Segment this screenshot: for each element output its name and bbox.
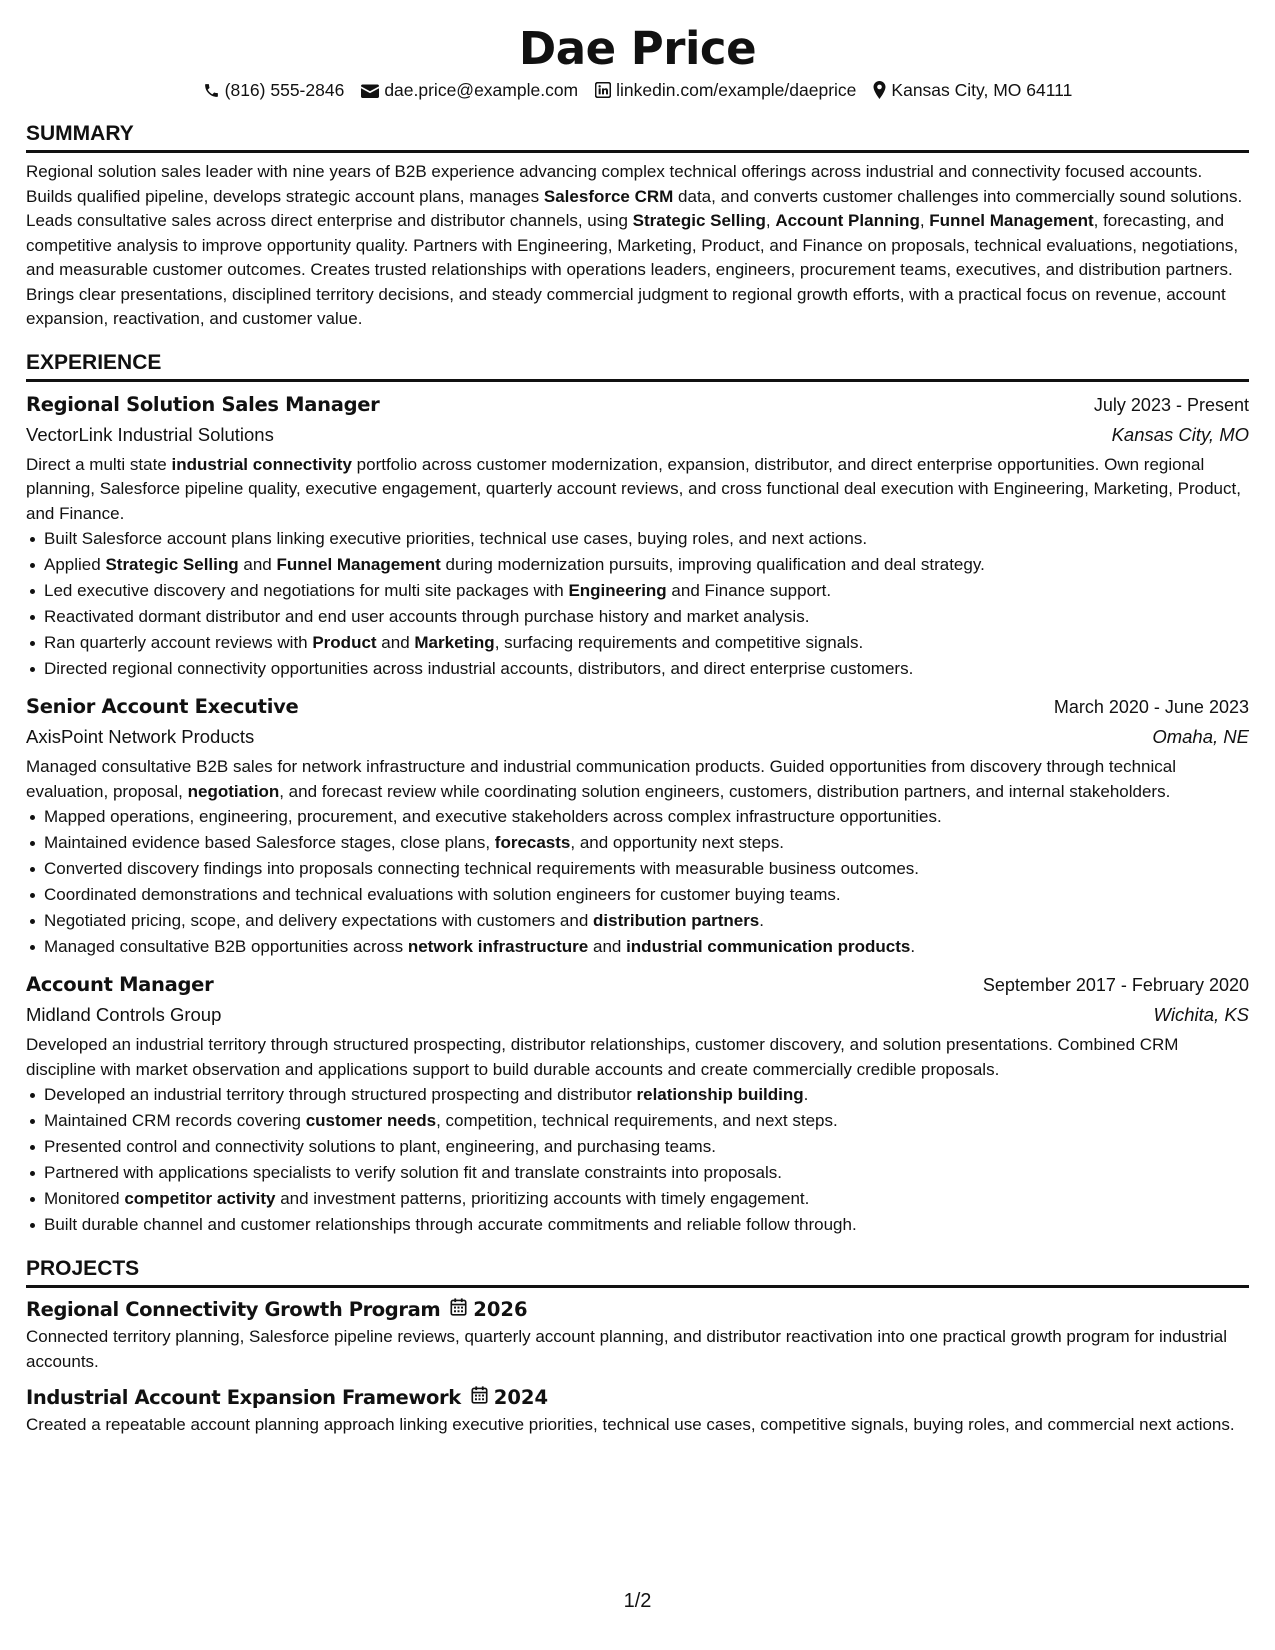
emphasis-text: Product	[312, 633, 377, 652]
candidate-name: Dae Price	[518, 22, 757, 75]
job-bullets	[26, 1082, 1249, 1238]
linkedin-link[interactable]: linkedin.com/example/daeprice	[616, 80, 857, 100]
job-entry	[26, 970, 1249, 1238]
phone-icon	[203, 82, 220, 99]
bullet-item: Developed an industrial territory through structured prospecting and distributor relationship building.	[44, 1082, 1249, 1108]
summary-heading: SUMMARY	[26, 121, 1249, 153]
bullet-item: Managed consultative B2B opportunities across network infrastructure and industrial communication products.	[44, 934, 1249, 960]
emphasis-text: industrial connectivity	[171, 454, 352, 474]
project-title: Industrial Account Expansion Framework	[26, 1386, 461, 1409]
job-entry	[26, 692, 1249, 960]
job-title: Senior Account Executive	[26, 695, 299, 718]
email-link[interactable]: dae.price@example.com	[384, 80, 579, 100]
calendar-icon	[471, 1383, 488, 1413]
company-name: Midland Controls Group	[26, 1004, 222, 1025]
location-text: Kansas City, MO 64111	[891, 80, 1073, 100]
job-entry	[26, 390, 1249, 683]
job-location: Kansas City, MO	[1111, 423, 1249, 445]
bullet-item: Directed regional connectivity opportunities across industrial accounts, distributors, and direct enterprise customers.	[44, 656, 1249, 682]
company-name: AxisPoint Network Products	[26, 726, 255, 747]
summary-text: Regional solution sales leader with nine years of B2B experience advancing complex technical offerings across industrial and connectivity focused accounts. Builds qualified pipeline, develops strategic account plans, manages Salesforce CRM data, and converts customer challenges into commercially sound solutions. Leads consultative sales across direct enterprise and distributor channels, using Strategic Selling, Account Planning, Funnel Management, forecasting, and competitive analysis to improve opportunity quality. Partners with Engineering, Marketing, Product, and Finance on proposals, technical evaluations, negotiations, and measurable customer outcomes. Creates trusted relationships with operations leaders, engineers, procurement teams, executives, and distribution partners. Brings clear presentations, disciplined territory decisions, and steady commercial judgment to regional growth efforts, with a practical focus on revenue, account expansion, reactivation, and customer value.	[26, 162, 1243, 328]
emphasis-text: Funnel Management	[929, 211, 1094, 230]
bullet-item: Presented control and connectivity solutions to plant, engineering, and purchasing teams.	[44, 1134, 1249, 1160]
projects-heading: PROJECTS	[26, 1256, 1249, 1288]
linkedin-icon	[595, 82, 611, 98]
project-entry	[26, 1295, 1249, 1374]
envelope-icon	[361, 83, 379, 98]
calendar-icon	[450, 1295, 467, 1325]
bullet-item: Applied Strategic Selling and Funnel Management during modernization pursuits, improving qualification and deal strategy.	[44, 552, 1249, 578]
bullet-item: Monitored competitor activity and investment patterns, prioritizing accounts with timely engagement.	[44, 1186, 1249, 1212]
emphasis-text: Strategic Selling	[632, 211, 766, 230]
job-dates: March 2020 - June 2023	[1053, 697, 1249, 717]
emphasis-text: negotiation	[187, 781, 280, 801]
project-date	[471, 1383, 548, 1413]
company-name: VectorLink Industrial Solutions	[26, 423, 274, 445]
job-description: Developed an industrial territory through structured prospecting, distributor relationships, customer discovery, and solution presentations. Combined CRM discipline with market observation and applications support to build durable accounts and create commercially credible proposals.	[26, 1035, 1179, 1079]
bullet-item: Negotiated pricing, scope, and delivery expectations with customers and distribution partners.	[44, 908, 1249, 934]
emphasis-text: competitor activity	[124, 1189, 276, 1208]
emphasis-text: forecasts	[494, 833, 571, 852]
contact-phone	[203, 78, 345, 102]
job-location: Wichita, KS	[1153, 1004, 1249, 1025]
bullet-item: Partnered with applications specialists to verify solution fit and translate constraints into proposals.	[44, 1160, 1249, 1186]
emphasis-text: Strategic Selling	[105, 555, 239, 574]
bullet-item: Reactivated dormant distributor and end user accounts through purchase history and market analysis.	[44, 604, 1249, 630]
job-bullets	[26, 804, 1249, 960]
contact-linkedin[interactable]	[595, 78, 856, 102]
job-dates: September 2017 - February 2020	[982, 975, 1249, 995]
contact-email[interactable]	[361, 78, 578, 102]
page-number: 1/2	[623, 1590, 652, 1612]
job-title: Account Manager	[26, 973, 214, 996]
emphasis-text: industrial communication products	[626, 937, 911, 956]
bullet-item: Built durable channel and customer relationships through accurate commitments and reliable follow through.	[44, 1212, 1249, 1238]
bullet-item: Coordinated demonstrations and technical evaluations with solution engineers for customer buying teams.	[44, 882, 1249, 908]
job-dates: July 2023 - Present	[1093, 394, 1249, 415]
job-bullets	[26, 526, 1249, 682]
job-description: Managed consultative B2B sales for network infrastructure and industrial communication products. Guided opportunities from discovery through technical evaluation, proposal, negotiation, and forecast review while coordinating solution engineers, customers, distribution partners, and internal stakeholders.	[26, 757, 1176, 801]
bullet-item: Led executive discovery and negotiations for multi site packages with Engineering and Finance support.	[44, 578, 1249, 604]
emphasis-text: Funnel Management	[276, 555, 441, 574]
map-pin-icon	[873, 81, 886, 99]
project-year: 2026	[473, 1298, 528, 1321]
emphasis-text: relationship building	[636, 1085, 804, 1104]
project-year: 2024	[493, 1386, 549, 1409]
emphasis-text: Salesforce CRM	[543, 186, 674, 206]
resume-page	[26, 22, 1249, 1438]
experience-heading: EXPERIENCE	[26, 350, 1249, 382]
emphasis-text: customer needs	[305, 1111, 437, 1130]
project-date	[450, 1295, 527, 1325]
emphasis-text: network infrastructure	[407, 937, 589, 956]
job-description: Direct a multi state industrial connectivity portfolio across customer modernization, expansion, distributor, and direct enterprise opportunities. Own regional planning, Salesforce pipeline quality, executive engagement, quarterly account reviews, and cross functional deal execution with Engineering, Marketing, Product, and Finance.	[26, 454, 1241, 523]
project-entry	[26, 1383, 1249, 1438]
emphasis-text: Marketing	[414, 633, 495, 652]
job-location: Omaha, NE	[1152, 726, 1249, 747]
bullet-item: Maintained CRM records covering customer needs, competition, technical requirements, and next steps.	[44, 1108, 1249, 1134]
job-title: Regional Solution Sales Manager	[26, 392, 380, 416]
emphasis-text: Account Planning	[775, 211, 920, 230]
bullet-item: Mapped operations, engineering, procurement, and executive stakeholders across complex infrastructure opportunities.	[44, 804, 1249, 830]
bullet-item: Built Salesforce account plans linking executive priorities, technical use cases, buying roles, and next actions.	[44, 526, 1249, 552]
contact-location	[873, 78, 1072, 102]
emphasis-text: Engineering	[568, 581, 667, 600]
project-description: Created a repeatable account planning approach linking executive priorities, technical use cases, competitive signals, buying roles, and commercial next actions.	[26, 1415, 1235, 1434]
phone-text: (816) 555-2846	[224, 80, 345, 100]
project-description: Connected territory planning, Salesforce pipeline reviews, quarterly account planning, and distributor reactivation into one practical growth program for industrial accounts.	[26, 1327, 1228, 1371]
bullet-item: Maintained evidence based Salesforce stages, close plans, forecasts, and opportunity next steps.	[44, 830, 1249, 856]
bullet-item: Converted discovery findings into proposals connecting technical requirements with measurable business outcomes.	[44, 856, 1249, 882]
contact-bar	[26, 78, 1249, 102]
bullet-item: Ran quarterly account reviews with Product and Marketing, surfacing requirements and competitive signals.	[44, 630, 1249, 656]
emphasis-text: distribution partners	[593, 911, 760, 930]
project-title: Regional Connectivity Growth Program	[26, 1298, 441, 1321]
